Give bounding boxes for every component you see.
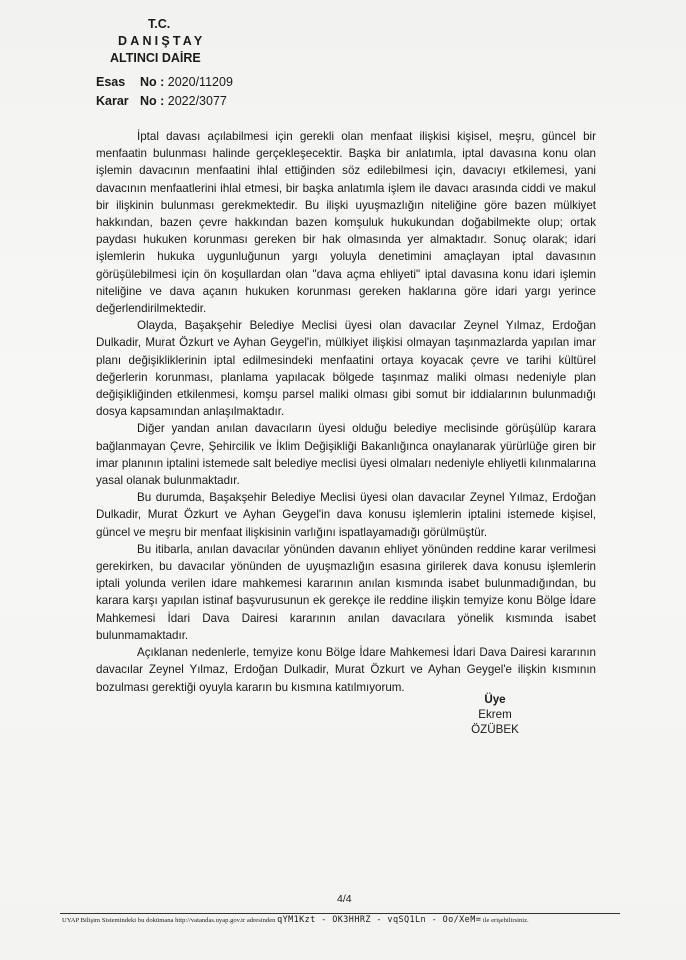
signature-last-name: ÖZÜBEK — [471, 723, 519, 736]
signature-role: Üye — [484, 693, 506, 706]
paragraph-4: Bu durumda, Başakşehir Belediye Meclisi üyesi olan davacılar Zeynel Yılmaz, Erdoğan Dulkadir, Murat Özkurt ve Ayhan Geygel'in dava konusu işlemlerin iptalini istemede kişisel, güncel ve meşru bir menfaat ilişkisinin varlığını ispatlayamadığı görülmüştür. — [96, 491, 596, 539]
paragraph-6: Açıklanan nedenlerle, temyize konu Bölge İdare Mahkemesi İdari Dava Dairesi kararının davacılar Zeynel Yılmaz, Erdoğan Dulkadir, Murat Özkurt ve Ayhan Geygel'e ilişkin kısmının bozulması gerektiği oyuyla kararın bu kısmına katılmıyorum. — [96, 646, 596, 694]
esas-row: Esas No : 2020/11209 — [96, 73, 233, 92]
footer — [62, 915, 622, 925]
footer-divider — [60, 913, 620, 914]
footer-prefix: UYAP Bilişim Sistemindeki bu dokümana http://vatandas.uyap.gov.tr adresinden — [62, 917, 276, 924]
karar-row: Karar No : 2022/3077 — [96, 92, 233, 111]
paragraph-3: Diğer yandan anılan davacıların üyesi olduğu belediye meclisinde görüşülüp karara bağlanmayan Çevre, Şehircilik ve İklim Değişikliği Bakanlığınca onaylanarak yürürlüğe giren bir imar planının iptalini istemede salt belediye meclisi üyesi olmaları nedeniyle ehliyetli kılınmalarına yasal olanak bulunmaktadır. — [96, 422, 596, 488]
footer-access-code: qYM1Kzt - OK3HHRZ - vqSQ1Ln - Oo/XeM= — [277, 915, 482, 925]
karar-no-label: No — [140, 94, 157, 108]
header-chamber: ALTINCI DAİRE — [110, 51, 201, 65]
esas-no-label: No — [140, 75, 157, 89]
header-tc: T.C. — [148, 17, 171, 31]
page-number: 4/4 — [337, 893, 352, 905]
signature-block — [466, 692, 524, 737]
footer-suffix: ile erişebilirsiniz. — [482, 917, 529, 924]
dissent-body — [96, 128, 596, 696]
esas-number: 2020/11209 — [167, 75, 233, 89]
karar-number: 2022/3077 — [167, 94, 227, 108]
signature-first-name: Ekrem — [478, 708, 512, 721]
paragraph-1: İptal davası açılabilmesi için gerekli olan menfaat ilişkisi kişisel, meşru, güncel bir menfaatin bulunması halinde gerçekleşecektir. Başka bir anlatımla, iptal davasına konu olan işlemin davacının menfaatini ihlal ettiğinden söz edilebilmesi için, davacıyı etkilemesi, yani davacının menfaatlerini ihlal etmesi, bir başka anlatımla işlem ile davacı arasında ciddi ve makul bir ilişkinin bulunması gerekmektedir. Bu ilişki uyuşmazlığın niteliğine göre bazen mülkiyet hakkından, bazen çevre hakkından bazen komşuluk hukukundan doğabilmekte olup; ortak paydası hukuken korunması gereken bir hak olmasında yer almaktadır. Sonuç olarak; idari işlemlerin hukuka uygunluğunun yargı yoluyla denetimini amaçlayan iptal davasının görüşülebilmesi için ön koşullardan olan "dava açma ehliyeti" iptal davasına konu idari işlemin niteliğine ve dava açanın hukuken korunması gereken haklarına göre idari yargı yerince değerlendirilmektedir. — [96, 130, 596, 316]
paragraph-2: Olayda, Başakşehir Belediye Meclisi üyesi olan davacılar Zeynel Yılmaz, Erdoğan Dulkadir, Murat Özkurt ve Ayhan Geygel'in, mülkiyet ilişkisi olmayan taşınmazlarda yapılan imar planı değişikliklerinin iptal edilmesindeki menfaatini ortaya koyacak çevre ve tarihi kültürel değerlerin korunması, planlama yapılacak bölgede taşınmaz maliki olması nedeniyle plan değişikliğinden etkilenmesi, komşu parsel maliki olması gibi somut bir iddialarının bulunmadığı dosya kapsamından anlaşılmaktadır. — [96, 319, 596, 419]
paragraph-5: Bu itibarla, anılan davacılar yönünden davanın ehliyet yönünden reddine karar verilmesi gerekirken, bu davacılar yönünden de uyuşmazlığın esasına girilerek dava konusu işlemlerin iptali yolunda verilen idare mahkemesi kararının anılan kısmında isabet bulunmadığından, bu karara karşı yapılan istinaf başvurusunun ek gerekçe ile reddine ilişkin temyize konu Bölge İdare Mahkemesi İdari Dava Dairesi kararının anılan davacılara yönelik kısmında isabet bulunmamaktadır. — [96, 542, 596, 642]
esas-label: Esas — [96, 75, 126, 89]
case-numbers — [96, 73, 233, 111]
karar-label: Karar — [96, 94, 129, 108]
header-court: DANIŞTAY — [118, 34, 206, 48]
document-header — [96, 16, 205, 67]
